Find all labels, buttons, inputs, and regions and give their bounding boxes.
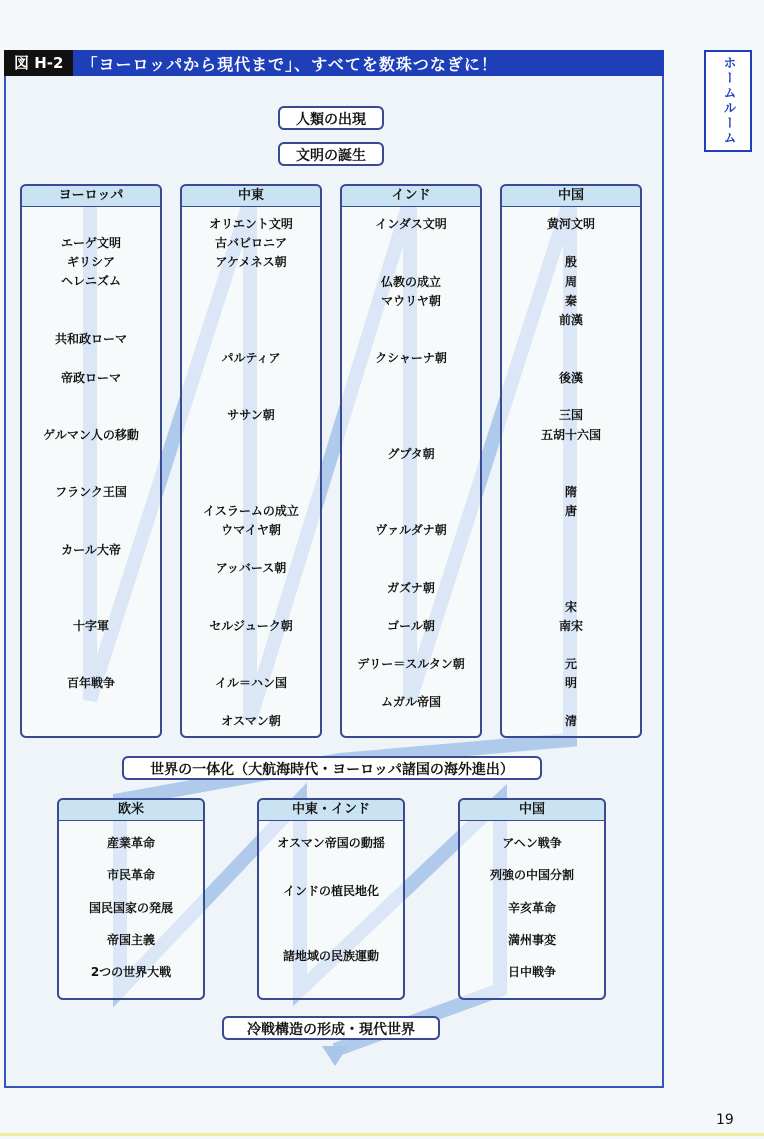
list-item: 清	[564, 714, 577, 728]
list-item: 隋	[564, 485, 577, 499]
bottom-rule	[0, 1133, 764, 1136]
column-header: ヨーロッパ	[22, 186, 160, 207]
list-item: アケメネス朝	[215, 255, 287, 269]
list-item: イル＝ハン国	[214, 676, 287, 690]
list-item: オスマン帝国の動揺	[277, 836, 385, 850]
list-item: オスマン朝	[221, 714, 281, 728]
figure-label: 図 H-2	[4, 50, 73, 76]
list-item: 十字軍	[72, 619, 109, 633]
list-item: 唐	[564, 504, 577, 518]
pill-world-unification: 世界の一体化（大航海時代・ヨーロッパ諸国の海外進出）	[122, 756, 542, 780]
list-item: ガズナ朝	[387, 581, 435, 595]
list-item: 三国	[558, 408, 583, 422]
list-item: ウマイヤ朝	[221, 523, 281, 537]
list-item: フランク王国	[55, 485, 127, 499]
list-item: ギリシア	[66, 255, 115, 269]
column-europe	[20, 184, 162, 738]
list-item: 諸地域の民族運動	[282, 949, 379, 963]
list-item: セルジューク朝	[209, 619, 293, 633]
list-item: 周	[564, 275, 577, 289]
column-west	[57, 798, 205, 1000]
column-header: インド	[342, 186, 480, 207]
list-item: 殷	[564, 255, 577, 269]
list-item: 元	[564, 657, 577, 671]
list-item: 2つの世界大戦	[90, 965, 172, 979]
side-tab-homeroom[interactable]: ホームルーム	[704, 50, 752, 152]
list-item: 仏教の成立	[380, 275, 441, 289]
pill-civilization-birth: 文明の誕生	[278, 142, 384, 166]
list-item: 前漢	[558, 313, 583, 327]
pill-human-appearance: 人類の出現	[278, 106, 384, 130]
list-item: 帝政ローマ	[60, 371, 121, 385]
column-header: 中国	[460, 800, 604, 821]
pill-cold-war: 冷戦構造の形成・現代世界	[222, 1016, 440, 1040]
column-header: 中国	[502, 186, 640, 207]
list-item: グプタ朝	[387, 447, 435, 461]
column-middle-east	[180, 184, 322, 738]
list-item: アヘン戦争	[502, 836, 562, 850]
list-item: インドの植民地化	[282, 884, 379, 898]
column-china	[500, 184, 642, 738]
list-item: 百年戦争	[66, 676, 115, 690]
list-item: 辛亥革命	[507, 901, 556, 915]
column-india	[340, 184, 482, 738]
list-item: 宋	[564, 600, 577, 614]
list-item: ヴァルダナ朝	[375, 523, 447, 537]
list-item: アッバース朝	[215, 561, 287, 575]
list-item: カール大帝	[61, 543, 121, 557]
list-item: パルティア	[221, 351, 281, 365]
list-item: オリエント文明	[209, 217, 293, 231]
column-middle-east-india	[257, 798, 405, 1000]
list-item: 日中戦争	[507, 965, 556, 979]
column-header: 欧米	[59, 800, 203, 821]
column-header: 中東・インド	[259, 800, 403, 821]
list-item: 黄河文明	[546, 217, 595, 231]
list-item: 産業革命	[106, 836, 155, 850]
list-item: 満州事変	[507, 933, 556, 947]
list-item: ヘレニズム	[60, 274, 121, 288]
list-item: 共和政ローマ	[54, 332, 127, 346]
list-item: インダス文明	[375, 217, 447, 231]
list-item: ゴール朝	[387, 619, 435, 633]
list-item: イスラームの成立	[203, 504, 299, 518]
list-item: 帝国主義	[106, 933, 155, 947]
list-item: エーゲ文明	[60, 236, 121, 250]
column-header: 中東	[182, 186, 320, 207]
list-item: ムガル帝国	[380, 695, 441, 709]
list-item: ササン朝	[227, 408, 275, 422]
list-item: クシャーナ朝	[375, 351, 447, 365]
list-item: 列強の中国分割	[489, 868, 574, 882]
list-item: 国民国家の発展	[88, 901, 173, 915]
list-item: 市民革命	[106, 868, 155, 882]
list-item: マウリヤ朝	[381, 294, 441, 308]
list-item: 古バビロニア	[214, 236, 287, 250]
flow-arrowhead	[322, 1046, 348, 1066]
list-item: 明	[564, 676, 577, 690]
list-item: ゲルマン人の移動	[43, 428, 139, 442]
figure-title: 「ヨーロッパから現代まで」、すべてを数珠つなぎに！	[81, 54, 498, 74]
list-item: 秦	[564, 294, 577, 308]
column-china-modern	[458, 798, 606, 1000]
list-item: デリー＝スルタン朝	[357, 657, 465, 671]
figure-header	[4, 50, 664, 76]
list-item: 南宋	[558, 619, 583, 633]
list-item: 五胡十六国	[540, 428, 601, 442]
page-number: 19	[716, 1112, 734, 1128]
list-item: 後漢	[558, 371, 583, 385]
